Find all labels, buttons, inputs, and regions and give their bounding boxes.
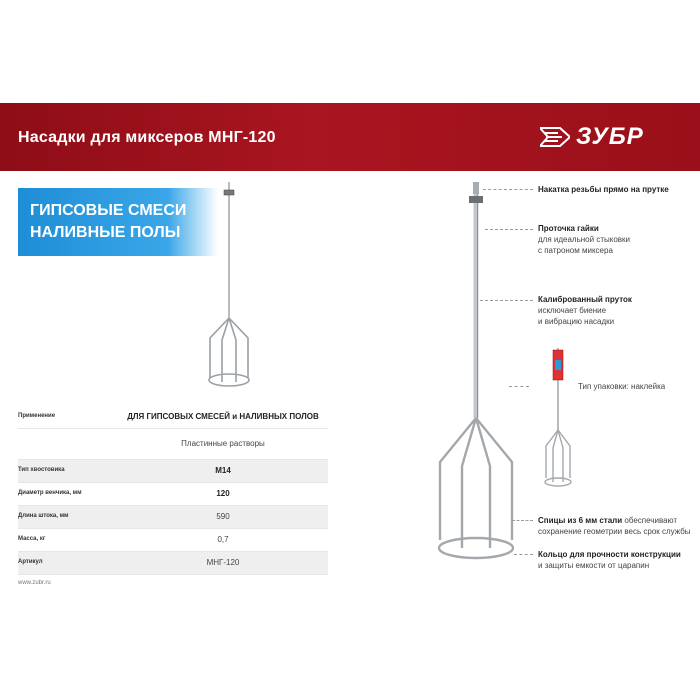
callout-line — [512, 520, 533, 521]
spec-value: Пластинные растворы — [181, 439, 265, 448]
spec-label: Масса, кг — [18, 536, 46, 542]
callout-nut-text-2: с патроном миксера — [538, 246, 613, 255]
callout-line — [509, 386, 529, 387]
callout-thread-title: Накатка резьбы прямо на прутке — [538, 185, 669, 194]
spec-value: МНГ-120 — [206, 558, 240, 567]
callout-spokes — [538, 515, 691, 537]
callout-spokes-text-2: сохранение геометрии весь срок службы — [538, 527, 691, 536]
spec-value: 0,7 — [217, 535, 229, 544]
website-link[interactable]: www.zubr.ru — [18, 580, 51, 586]
callout-spokes-title: Спицы из 6 мм стали — [538, 516, 623, 525]
callout-line — [483, 189, 533, 190]
spec-label: Длина штока, мм — [18, 513, 69, 519]
callout-thread — [538, 184, 669, 195]
page-title: Насадки для миксеров МНГ-120 — [18, 129, 276, 146]
tag-line-2: НАЛИВНЫЕ ПОЛЫ — [30, 224, 181, 241]
callout-ring-title: Кольцо для прочности конструкции — [538, 550, 681, 559]
spec-value: М14 — [215, 466, 231, 475]
spec-value: 120 — [216, 489, 230, 498]
spec-label: Артикул — [18, 559, 43, 565]
callout-line — [514, 554, 533, 555]
callout-line — [480, 300, 533, 301]
callout-rod-text-2: и вибрацию насадки — [538, 317, 615, 326]
callout-package — [578, 381, 665, 392]
callout-ring — [538, 549, 681, 571]
logo-text: ЗУБР — [576, 123, 644, 150]
callout-nut — [538, 223, 630, 256]
tag-line-1: ГИПСОВЫЕ СМЕСИ — [30, 202, 187, 219]
callout-package-text: Тип упаковки: наклейка — [578, 382, 666, 391]
callout-rod — [538, 294, 632, 327]
callout-rod-text-1: исключает биение — [538, 306, 607, 315]
spec-value: ДЛЯ ГИПСОВЫХ СМЕСЕЙ и НАЛИВНЫХ ПОЛОВ — [127, 412, 319, 421]
callout-spokes-text-1: обеспечивают — [622, 516, 678, 525]
spec-label: Диаметр венчика, мм — [18, 490, 82, 496]
callout-rod-title: Калиброванный пруток — [538, 295, 632, 304]
callout-line — [485, 229, 533, 230]
callout-nut-title: Проточка гайки — [538, 224, 599, 233]
spec-label: Применение — [18, 413, 56, 419]
callout-ring-text-1: и защиты емкости от царапин — [538, 561, 650, 570]
spec-label: Тип хвостовика — [18, 467, 65, 473]
spec-value: 590 — [216, 512, 230, 521]
callout-nut-text-1: для идеальной стыковки — [538, 235, 630, 244]
